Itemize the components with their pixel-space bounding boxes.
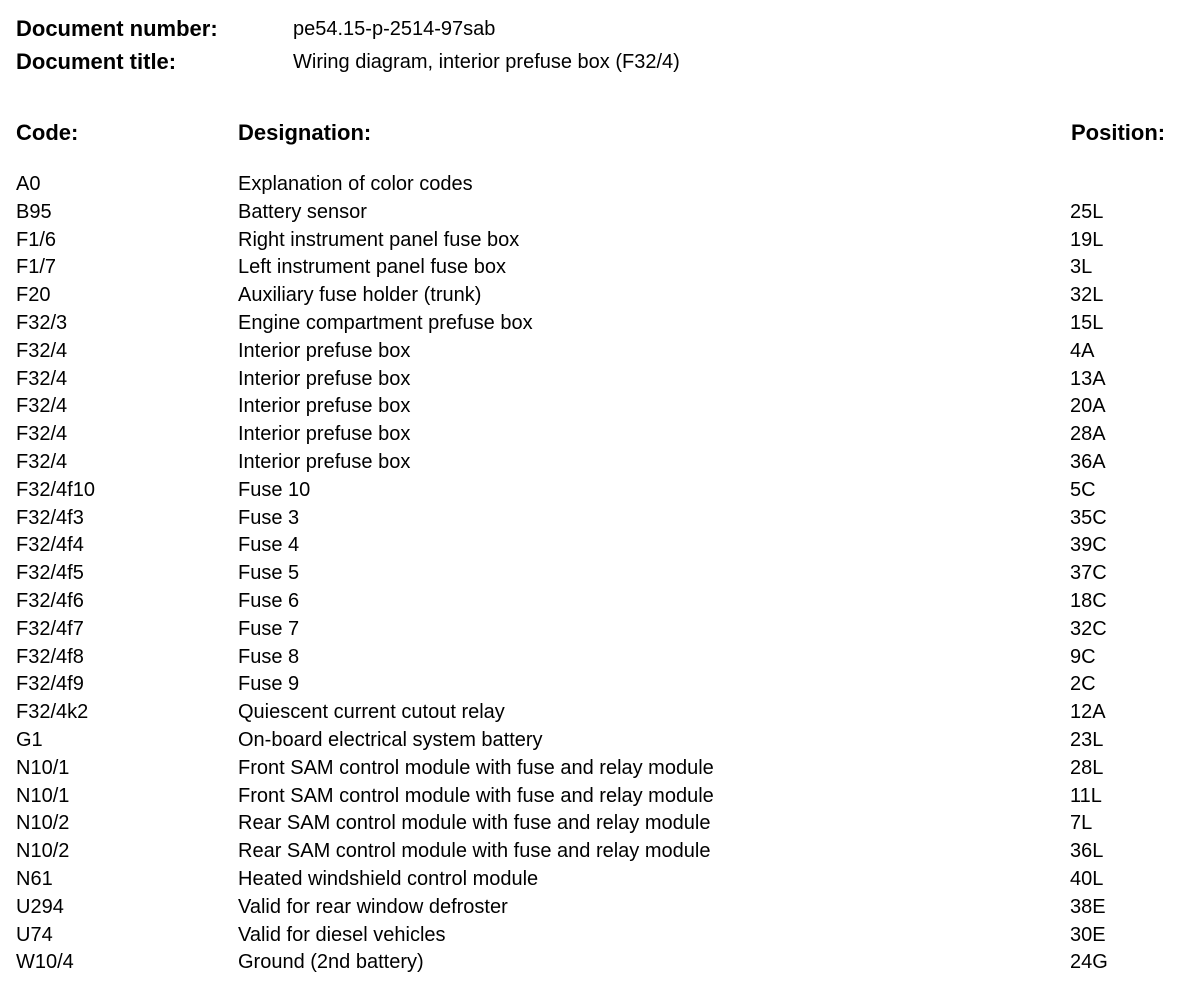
row-position: 32L xyxy=(1070,284,1104,307)
row-position: 23L xyxy=(1070,728,1104,751)
row-code: F32/4f5 xyxy=(16,562,84,585)
row-position: 12A xyxy=(1070,701,1106,724)
table-row xyxy=(0,727,1194,755)
row-position: 39C xyxy=(1070,534,1107,557)
table-row xyxy=(0,338,1194,366)
column-header-designation: Designation: xyxy=(238,120,372,145)
column-header-code: Code: xyxy=(16,120,79,145)
row-position: 24G xyxy=(1070,951,1108,974)
row-designation: Rear SAM control module with fuse and relay module xyxy=(238,840,711,863)
row-position: 28L xyxy=(1070,756,1104,779)
row-designation: Front SAM control module with fuse and relay module xyxy=(238,756,714,779)
table-row xyxy=(0,227,1194,255)
document-title-label: Document title: xyxy=(16,49,177,74)
row-position: 5C xyxy=(1070,478,1096,501)
row-designation: Ground (2nd battery) xyxy=(238,951,424,974)
row-designation: Rear SAM control module with fuse and relay module xyxy=(238,812,711,835)
row-position: 37C xyxy=(1070,562,1107,585)
row-position: 7L xyxy=(1070,812,1093,835)
table-row xyxy=(0,254,1194,282)
row-designation: Fuse 8 xyxy=(238,645,300,668)
row-code: F32/4f3 xyxy=(16,506,84,529)
row-designation: On-board electrical system battery xyxy=(238,728,543,751)
table-row xyxy=(0,366,1194,394)
document-title-value: Wiring diagram, interior prefuse box (F32/4) xyxy=(293,51,680,73)
table-row xyxy=(0,171,1194,199)
table-row xyxy=(0,949,1194,977)
row-code: F32/4 xyxy=(16,450,68,473)
row-designation: Interior prefuse box xyxy=(238,395,411,418)
row-code: F32/3 xyxy=(16,311,68,334)
row-code: B95 xyxy=(16,200,52,223)
table-row xyxy=(0,894,1194,922)
table-row xyxy=(0,755,1194,783)
row-position: 11L xyxy=(1070,784,1102,807)
row-code: N10/2 xyxy=(16,812,70,835)
row-designation: Interior prefuse box xyxy=(238,367,411,390)
row-code: F32/4 xyxy=(16,395,68,418)
table-row xyxy=(0,838,1194,866)
row-designation: Interior prefuse box xyxy=(238,423,411,446)
row-designation: Auxiliary fuse holder (trunk) xyxy=(238,284,482,307)
row-designation: Fuse 4 xyxy=(238,534,300,557)
row-position: 19L xyxy=(1070,228,1104,251)
row-designation: Quiescent current cutout relay xyxy=(238,701,505,724)
table-row xyxy=(0,421,1194,449)
row-position: 9C xyxy=(1070,645,1096,668)
row-code: N10/1 xyxy=(16,756,70,779)
row-position: 36L xyxy=(1070,840,1104,863)
row-position: 3L xyxy=(1070,256,1093,279)
row-designation: Interior prefuse box xyxy=(238,450,411,473)
table-row xyxy=(0,310,1194,338)
row-code: F1/6 xyxy=(16,228,57,251)
row-code: F32/4f4 xyxy=(16,534,84,557)
row-position: 4A xyxy=(1070,339,1095,362)
row-code: F32/4f7 xyxy=(16,617,84,640)
row-position: 35C xyxy=(1070,506,1107,529)
row-code: N61 xyxy=(16,867,53,890)
row-position: 18C xyxy=(1070,589,1107,612)
row-position: 15L xyxy=(1070,311,1104,334)
table-row xyxy=(0,616,1194,644)
table-row xyxy=(0,866,1194,894)
document-number-label: Document number: xyxy=(16,16,218,41)
row-designation: Left instrument panel fuse box xyxy=(238,256,506,279)
row-code: G1 xyxy=(16,728,43,751)
row-code: F32/4 xyxy=(16,367,68,390)
row-code: F32/4f10 xyxy=(16,478,95,501)
row-code: F32/4 xyxy=(16,339,68,362)
row-designation: Right instrument panel fuse box xyxy=(238,228,520,251)
row-position: 32C xyxy=(1070,617,1107,640)
row-designation: Fuse 6 xyxy=(238,589,300,612)
row-code: N10/2 xyxy=(16,840,70,863)
row-designation: Valid for diesel vehicles xyxy=(238,923,446,946)
row-position: 28A xyxy=(1070,423,1106,446)
row-code: F32/4 xyxy=(16,423,68,446)
row-code: W10/4 xyxy=(16,951,74,974)
row-code: U74 xyxy=(16,923,53,946)
row-designation: Heated windshield control module xyxy=(238,867,539,890)
table-row xyxy=(0,477,1194,505)
table-row xyxy=(0,922,1194,950)
row-designation: Interior prefuse box xyxy=(238,339,411,362)
row-designation: Battery sensor xyxy=(238,200,367,223)
table-row xyxy=(0,449,1194,477)
row-designation: Front SAM control module with fuse and relay module xyxy=(238,784,714,807)
table-row xyxy=(0,699,1194,727)
row-position: 25L xyxy=(1070,200,1104,223)
row-code: F1/7 xyxy=(16,256,57,279)
row-position: 2C xyxy=(1070,673,1096,696)
row-position: 13A xyxy=(1070,367,1106,390)
table-row xyxy=(0,783,1194,811)
component-table-body xyxy=(0,171,1194,977)
row-code: F20 xyxy=(16,284,51,307)
row-code: F32/4k2 xyxy=(16,701,89,724)
table-row xyxy=(0,532,1194,560)
table-row xyxy=(0,282,1194,310)
row-position: 40L xyxy=(1070,867,1104,890)
row-position: 36A xyxy=(1070,450,1106,473)
row-position: 38E xyxy=(1070,895,1106,918)
table-row xyxy=(0,810,1194,838)
row-position: 30E xyxy=(1070,923,1106,946)
table-row xyxy=(0,644,1194,672)
row-designation: Fuse 9 xyxy=(238,673,300,696)
table-row xyxy=(0,560,1194,588)
table-row xyxy=(0,199,1194,227)
column-header-position: Position: xyxy=(1071,120,1166,145)
table-row xyxy=(0,588,1194,616)
table-row xyxy=(0,671,1194,699)
row-code: A0 xyxy=(16,173,41,195)
table-row xyxy=(0,505,1194,533)
row-designation: Fuse 5 xyxy=(238,562,300,585)
row-code: U294 xyxy=(16,895,64,918)
row-designation: Fuse 10 xyxy=(238,478,311,501)
row-designation: Fuse 3 xyxy=(238,506,300,529)
row-code: N10/1 xyxy=(16,784,70,807)
row-code: F32/4f6 xyxy=(16,589,84,612)
table-row xyxy=(0,393,1194,421)
document-number-value: pe54.15-p-2514-97sab xyxy=(293,18,496,40)
row-position: 20A xyxy=(1070,395,1106,418)
row-code: F32/4f8 xyxy=(16,645,84,668)
row-designation: Engine compartment prefuse box xyxy=(238,311,533,334)
row-code: F32/4f9 xyxy=(16,673,84,696)
row-designation: Fuse 7 xyxy=(238,617,300,640)
row-designation: Valid for rear window defroster xyxy=(238,895,508,918)
row-designation: Explanation of color codes xyxy=(238,173,473,195)
